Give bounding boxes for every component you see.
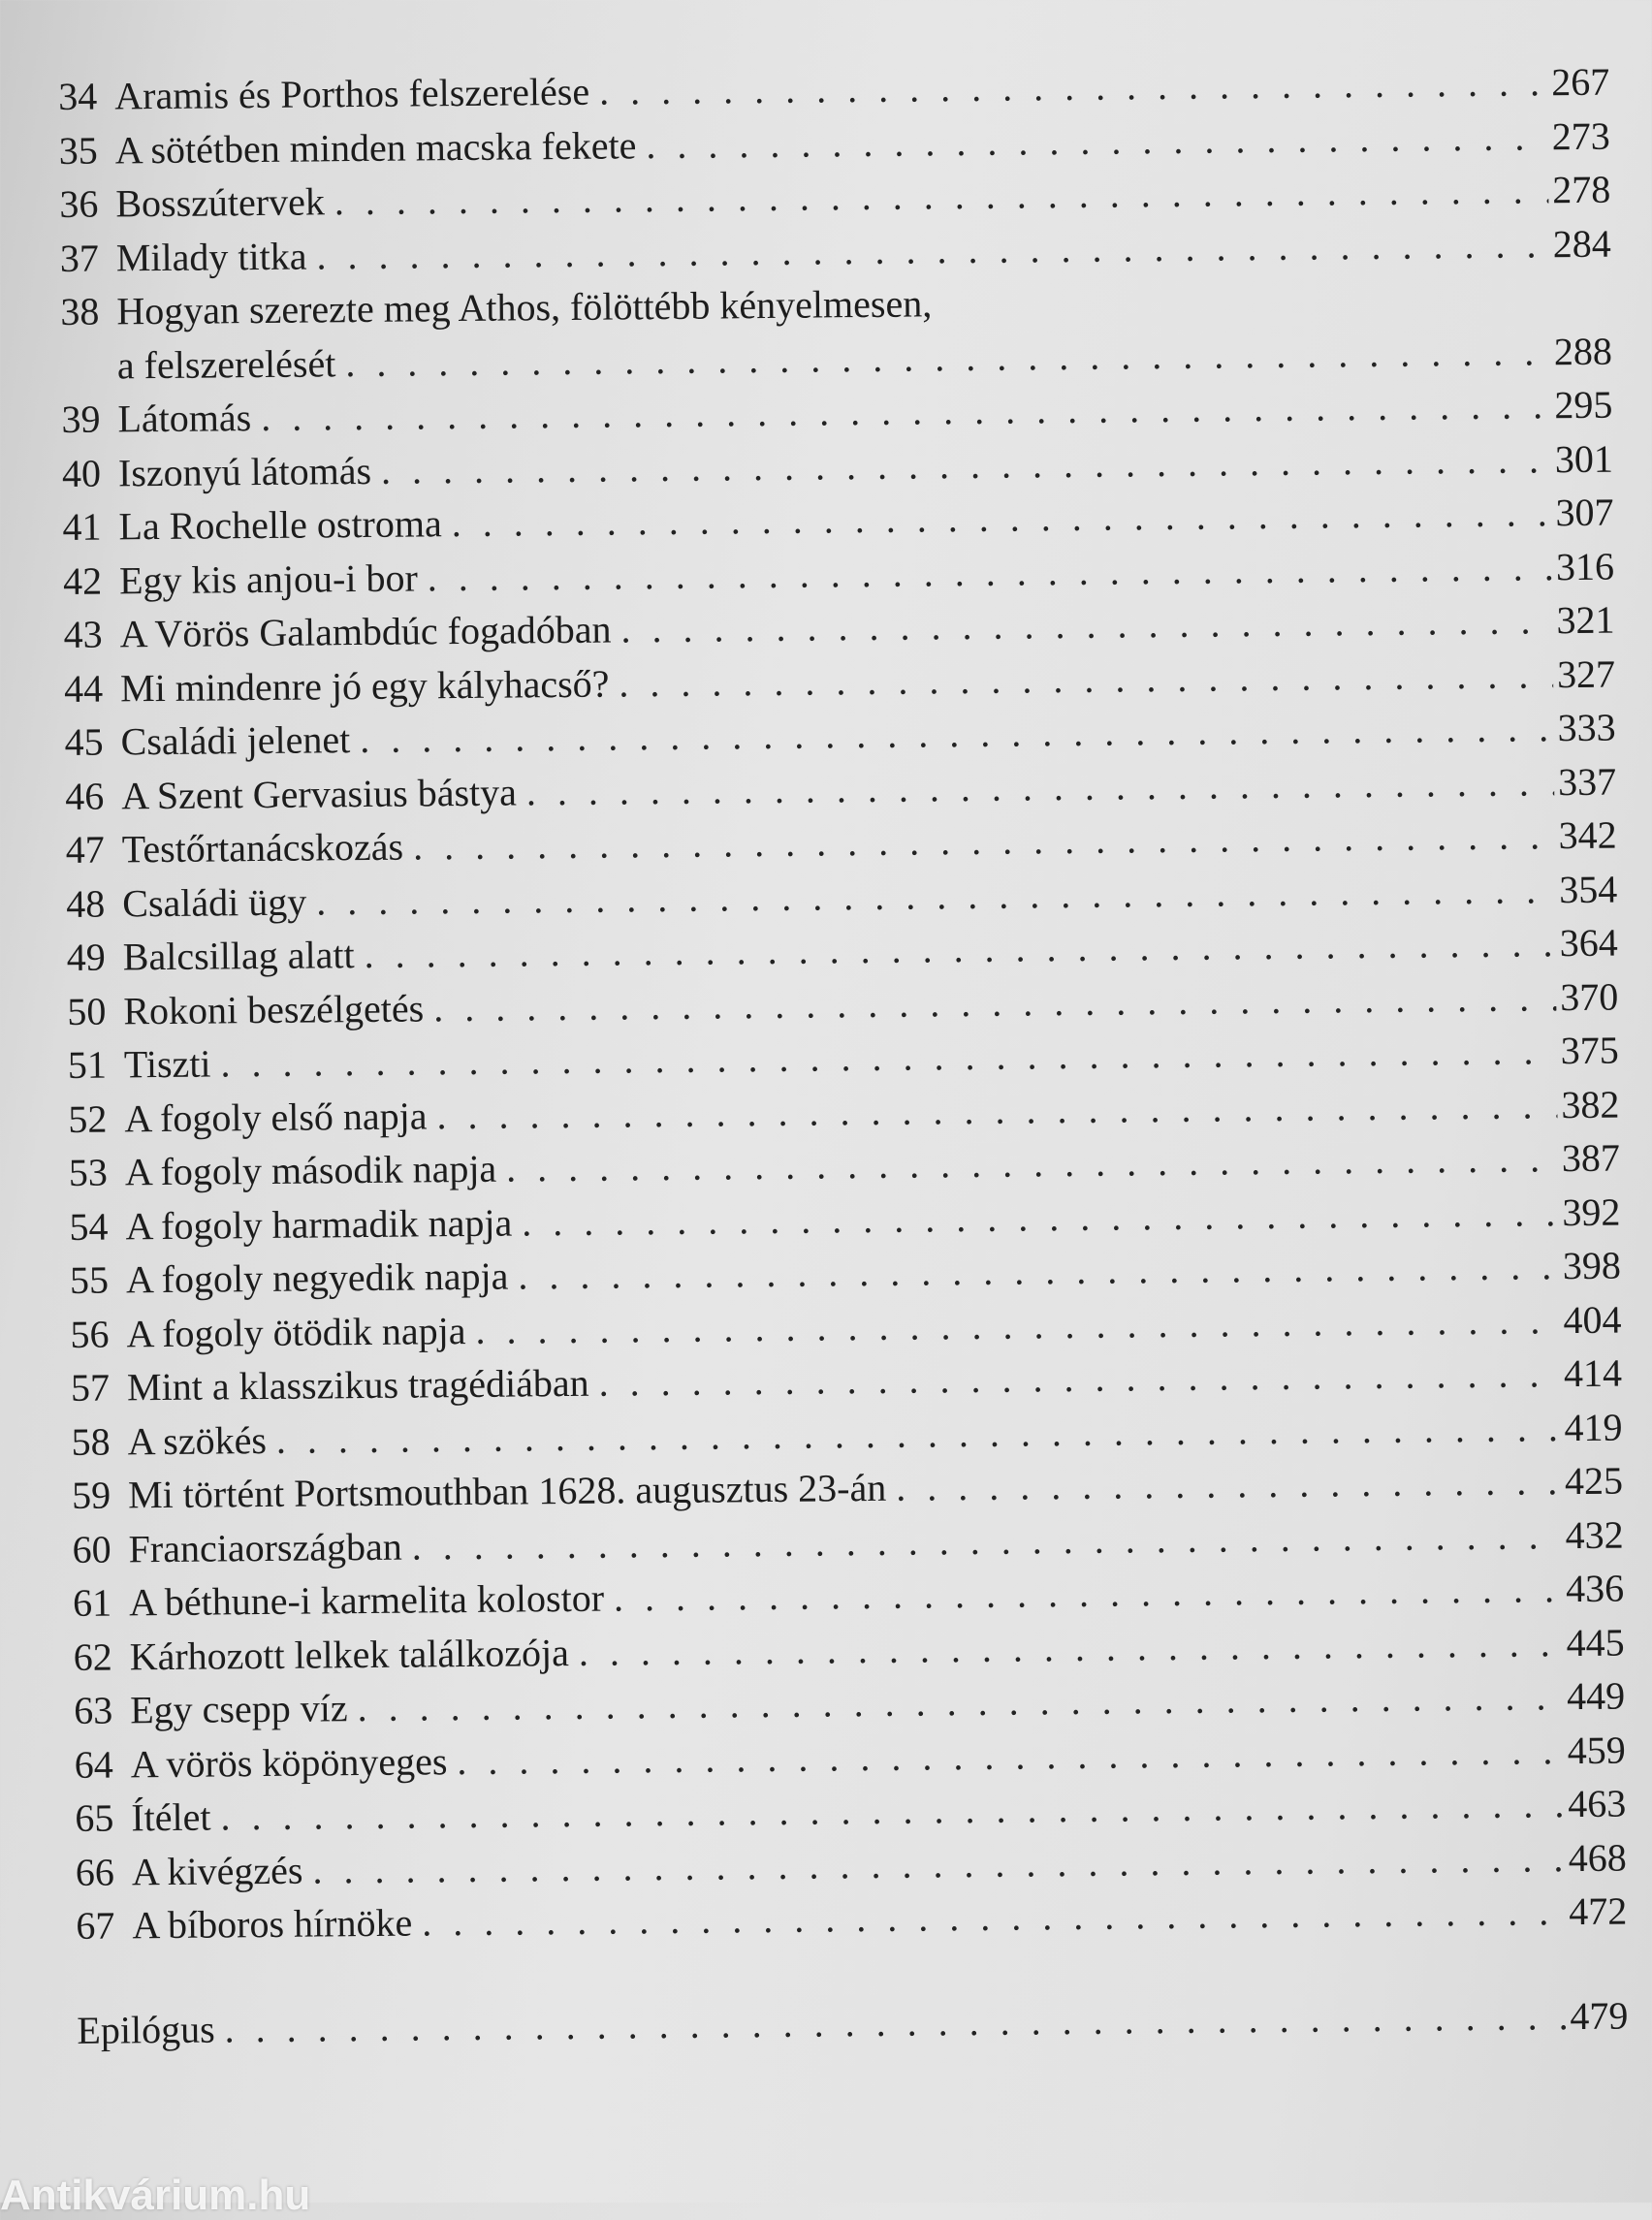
chapter-number: 38 [60,289,100,333]
dot-leader [422,1885,1566,1950]
page-number: 327 [1556,651,1616,696]
dot-leader [518,1239,1559,1303]
page-number: 375 [1560,1028,1619,1073]
chapter-title: Hogyan szerezte meg Athos, fölöttébb kényelmesen, [116,281,933,333]
chapter-number: 45 [64,719,104,764]
page-number: 436 [1565,1566,1625,1611]
chapter-title: Látomás [117,396,252,441]
chapter-number: 48 [66,881,106,926]
watermark: Antikvárium.hu [0,2172,311,2219]
chapter-title: A fogoly első napja [124,1093,428,1140]
page-number: 278 [1552,167,1611,212]
page-number: 468 [1568,1835,1627,1880]
page-number: 333 [1557,705,1616,750]
chapter-title: A szökés [127,1417,268,1463]
page-number: 284 [1552,221,1612,266]
chapter-title: Egy kis anjou-i bor [118,555,418,602]
dot-leader [896,1454,1561,1514]
chapter-title: Testőrtanácskozás [121,824,404,872]
page-number: 392 [1562,1189,1621,1234]
chapter-title: A béthune-i karmelita kolostor [128,1575,605,1625]
page-number: 414 [1563,1350,1623,1396]
chapter-title: A fogoly negyedik napja [125,1253,509,1302]
page-number: 288 [1553,329,1613,373]
page-number: 419 [1564,1405,1623,1449]
chapter-title: Aramis és Porthos felszerelése [114,69,590,118]
chapter-number: 58 [71,1419,111,1464]
chapter-number: 36 [59,181,99,226]
page-number: 404 [1563,1297,1622,1342]
chapter-number: 42 [62,558,103,603]
dot-leader [599,55,1548,118]
chapter-number: 49 [66,935,107,979]
chapter-number: 61 [72,1580,112,1625]
page-number: 479 [1570,1993,1629,2038]
chapter-title: A fogoly második napja [124,1146,497,1194]
chapter-title: Mint a klasszikus tragédiában [126,1360,589,1410]
chapter-title: A fogoly harmadik napja [125,1200,513,1248]
page-number: 301 [1554,436,1614,481]
epilogue-title: Epilógus [77,2007,215,2052]
page-number: 449 [1566,1673,1626,1719]
page-number: 425 [1564,1458,1624,1504]
chapter-number: 41 [62,504,102,549]
chapter-title: A Vörös Galambdúc fogadóban [119,607,612,656]
dot-leader [598,1347,1560,1410]
page-number: 398 [1562,1243,1622,1288]
chapter-title: Bosszútervek [115,179,326,226]
page-number: 432 [1565,1512,1624,1557]
chapter-number: 39 [61,396,101,441]
dot-leader [620,593,1553,656]
chapter-title: A vörös köpönyeges [130,1738,448,1786]
chapter-number: 65 [75,1795,114,1840]
chapter-title: Ítélet [131,1794,211,1840]
page-number: 295 [1554,382,1613,428]
chapter-number: 57 [70,1365,111,1410]
page-number: 316 [1555,544,1615,588]
chapter-title: Rokoni beszélgetés [123,985,425,1032]
chapter-number: 59 [71,1473,111,1517]
chapter-number: 34 [58,74,98,118]
chapter-title: Balcsillag alatt [122,933,355,979]
dot-leader [646,110,1548,172]
chapter-number: 40 [61,451,102,495]
chapter-number: 46 [64,774,105,818]
chapter-number: 47 [65,827,105,872]
chapter-title-continued: a felszerelését [116,340,336,387]
chapter-number: 54 [69,1204,109,1249]
chapter-title: Milady titka [115,234,307,279]
page-number: 364 [1559,920,1618,966]
chapter-title: A bíboros hírnöke [132,1900,413,1948]
page-number: 459 [1567,1728,1626,1772]
page-number: 472 [1569,1888,1628,1934]
chapter-title: Tiszti [123,1041,211,1087]
page-number: 354 [1558,867,1618,911]
chapter-title: Mi mindenre jó egy kályhacső? [119,661,610,710]
page-number: 382 [1561,1082,1620,1126]
chapter-number: 56 [70,1312,110,1356]
page-number: 307 [1555,490,1614,535]
chapter-title: Családi jelenet [120,717,351,764]
page-number: 321 [1556,597,1615,643]
page-number: 337 [1557,759,1617,804]
chapter-number: 55 [69,1257,110,1302]
chapter-number: 62 [73,1634,112,1679]
chapter-title: Kárhozott lelkek találkozója [129,1630,570,1678]
chapter-title: A kivégzés [131,1848,303,1893]
dot-leader [224,1989,1566,2056]
chapter-number: 67 [76,1903,115,1948]
dot-leader [526,755,1555,819]
page-number: 463 [1568,1781,1627,1826]
chapter-title: A fogoly ötödik napja [126,1308,466,1355]
chapter-number: 37 [59,236,100,280]
chapter-title: Mi történt Portsmouthban 1628. augusztus 23-án [127,1465,887,1517]
dot-leader [579,1616,1563,1679]
dot-leader [522,1186,1559,1250]
page-number: 342 [1558,812,1617,858]
chapter-number: 52 [68,1096,108,1141]
chapter-number: 50 [67,989,107,1033]
dot-leader [506,1131,1558,1195]
chapter-number: 64 [74,1742,113,1787]
table-of-contents [58,55,1629,2057]
page-number: 273 [1551,113,1610,158]
chapter-number: 44 [63,666,104,711]
dot-leader [619,648,1553,711]
chapter-title: Egy csepp víz [130,1686,348,1732]
chapter-number: 53 [68,1150,109,1194]
chapter-number: 66 [75,1850,115,1894]
chapter-number: 51 [67,1042,108,1087]
chapter-title: Franciaországban [128,1524,402,1570]
page-number: 370 [1560,974,1619,1019]
page-number: 445 [1566,1620,1625,1665]
page-number: 387 [1561,1135,1621,1181]
chapter-number: 35 [58,128,99,173]
chapter-title: La Rochelle ostroma [118,501,442,549]
page-number: 267 [1550,59,1610,105]
chapter-number: 43 [63,612,103,656]
chapter-title: A sötétben minden macska fekete [114,122,637,172]
chapter-title: A Szent Gervasius bástya [120,769,518,817]
chapter-number: 63 [74,1688,113,1732]
chapter-title: Iszonyú látomás [117,448,372,494]
chapter-number: 60 [72,1527,111,1571]
chapter-title: Családi ügy [122,879,307,925]
dot-leader [614,1562,1563,1625]
